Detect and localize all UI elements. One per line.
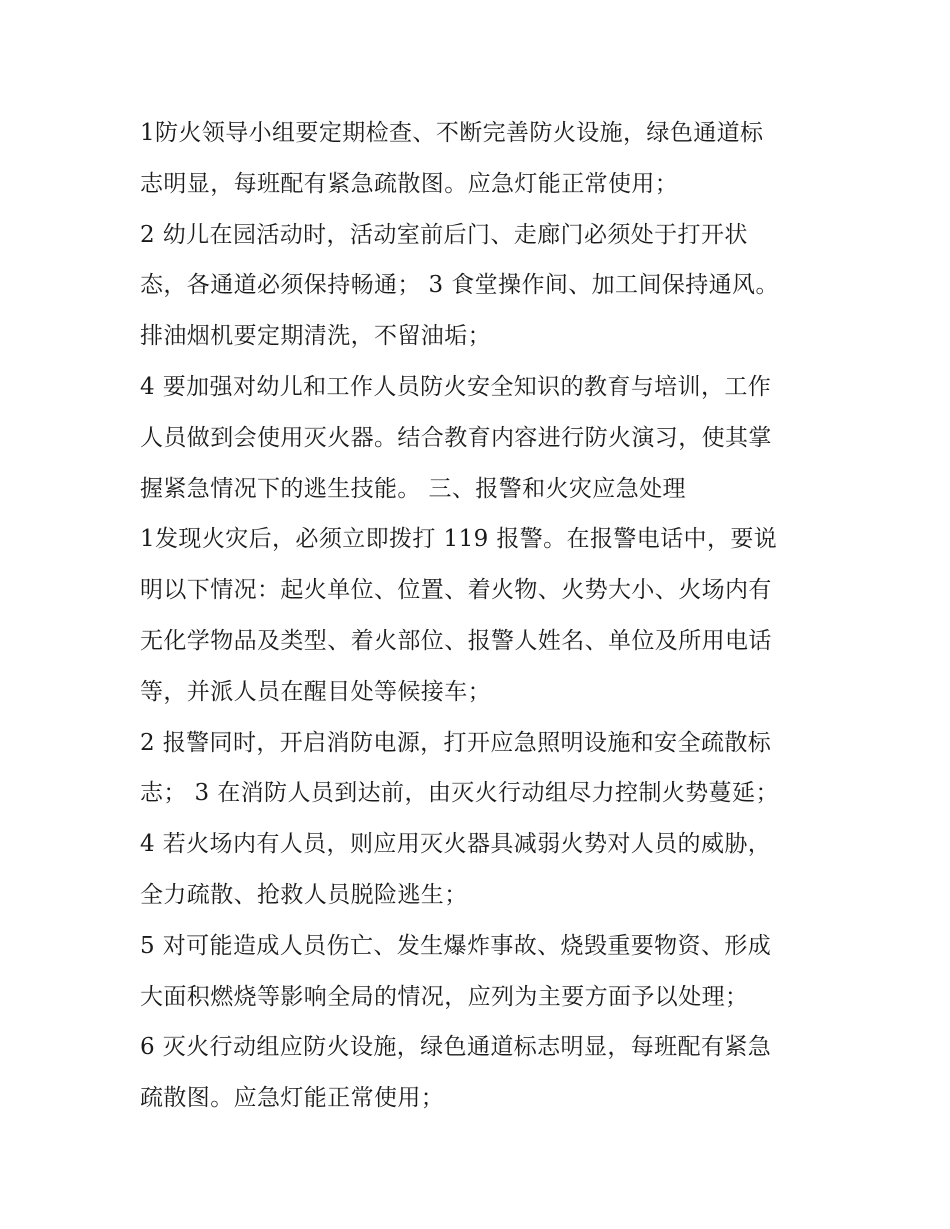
text-line-12: 等，并派人员在醒目处等候接车； — [140, 678, 491, 705]
text-line-7: 人员做到会使用灭火器。结合教育内容进行防火演习，使其掌 — [140, 424, 772, 451]
text-line-5: 排油烟机要定期清洗，不留油垢； — [140, 323, 491, 350]
text-line-8: 握紧急情况下的逃生技能。 三、报警和火灾应急处理 — [140, 475, 686, 502]
text-line-11: 无化学物品及类型、着火部位、报警人姓名、单位及所用电话 — [140, 627, 772, 654]
text-line-17: 5 对可能造成人员伤亡、发生爆炸事故、烧毁重要物资、形成 — [140, 932, 772, 959]
text-line-15: 4 若火场内有人员，则应用灭火器具减弱火势对人员的威胁， — [140, 831, 772, 858]
text-line-20: 疏散图。应急灯能正常使用； — [140, 1085, 445, 1112]
text-line-18: 大面积燃烧等影响全局的情况，应列为主要方面予以处理； — [140, 983, 749, 1010]
text-line-14: 志； 3 在消防人员到达前，由灭火行动组尽力控制火势蔓延； — [140, 780, 779, 807]
text-line-10: 明以下情况：起火单位、位置、着火物、火势大小、火场内有 — [140, 577, 772, 604]
text-line-2: 志明显，每班配有紧急疏散图。应急灯能正常使用； — [140, 170, 679, 197]
document-body — [140, 108, 820, 1124]
text-line-13: 2 报警同时，开启消防电源，打开应急照明设施和安全疏散标 — [140, 729, 772, 756]
text-line-16: 全力疏散、抢救人员脱险逃生； — [140, 881, 468, 908]
text-line-9: 1发现火灾后，必须立即拨打 119 报警。在报警电话中，要说 — [140, 526, 778, 553]
text-line-3: 2 幼儿在园活动时，活动室前后门、走廊门必须处于打开状 — [140, 221, 748, 248]
text-line-6: 4 要加强对幼儿和工作人员防火安全知识的教育与培训，工作 — [140, 373, 772, 400]
text-line-1: 1防火领导小组要定期检查、不断完善防火设施，绿色通道标 — [140, 120, 764, 146]
text-line-19: 6 灭火行动组应防火设施，绿色通道标志明显，每班配有紧急 — [140, 1034, 772, 1061]
text-line-4: 态，各通道必须保持畅通； 3 食堂操作间、加工间保持通风。 — [140, 272, 779, 299]
